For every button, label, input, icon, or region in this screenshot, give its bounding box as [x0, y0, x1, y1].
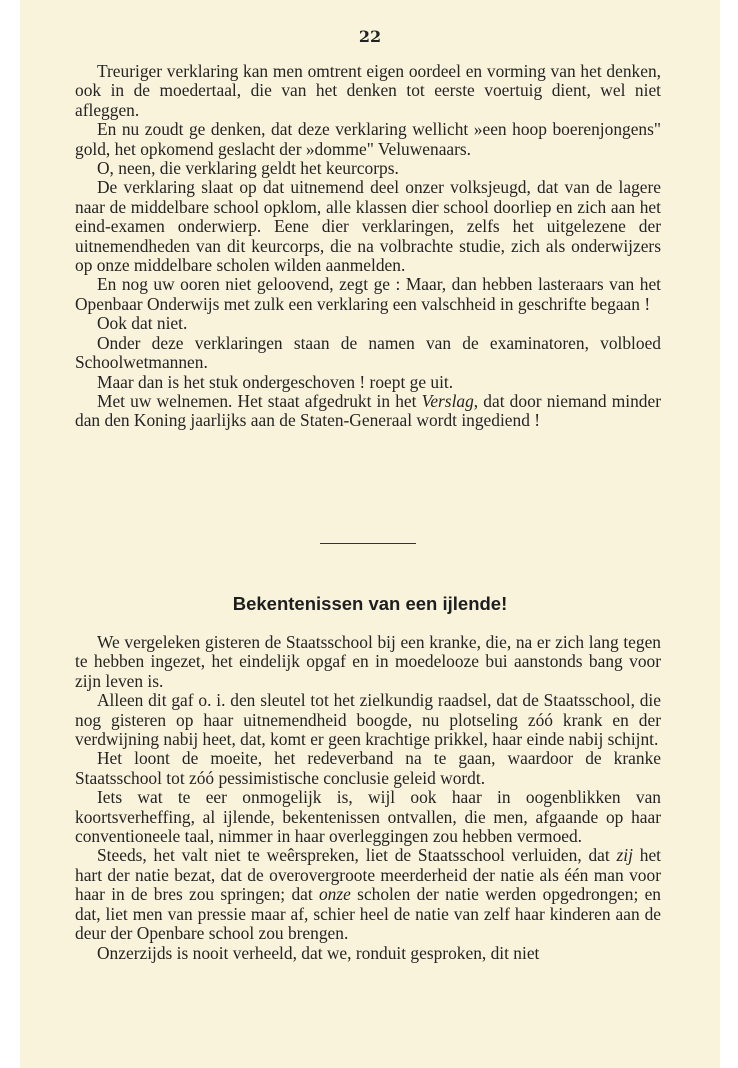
paragraph-text: Steeds, het valt niet te weêrspreken, liet de Staatsschool verluiden, dat — [97, 845, 617, 866]
book-page — [20, 0, 720, 1068]
section-title: Bekentenissen van een ijlende! — [232, 593, 508, 614]
italic-word: onze — [318, 884, 351, 905]
italic-word: zij — [616, 845, 633, 866]
paragraph: O, neen, die verklaring geldt het keurcorps. — [97, 158, 399, 179]
paragraph-text: Met uw welnemen. Het staat afgedrukt in het — [97, 390, 422, 411]
paragraph: Ook dat niet. — [97, 313, 188, 334]
page-number: 22 — [358, 27, 382, 46]
paragraph: We vergeleken gisteren de Staatsschool bij een kranke, die, na er zich lang tegen te hebben ingezet, het eindelijk opgaf en in moedelooze bui aanstonds bang voor zijn leven is. — [75, 632, 661, 691]
paragraph: Iets wat te eer onmogelijk is, wijl ook haar in oogenblikken van koortsverheffing, al ijlende, bekentenissen ontvallen, die men, afgaande op haar conventioneele taal, nimmer in haar overleggingen zou hebben vermoed. — [75, 787, 661, 847]
paragraph — [75, 846, 661, 943]
section-divider — [320, 543, 416, 544]
paragraph — [75, 392, 661, 431]
paragraph: Alleen dit gaf o. i. den sleutel tot het zielkundig raadsel, dat de Staatsschool, die nog gisteren op haar uitnemendheid boogde, nu plotseling zóó krank en der verdwijning nabij heet, dat, komt er geen krachtige prikkel, haar einde nabij schijnt. — [75, 690, 661, 750]
section-1-text — [75, 62, 661, 431]
paragraph: Het loont de moeite, het redeverband na te gaan, waardoor de kranke Staatsschool tot zóó pessimistische conclusie geleid wordt. — [75, 748, 661, 788]
section-2-text — [75, 633, 661, 963]
italic-title-verslag: Verslag — [421, 390, 474, 411]
paragraph: Treuriger verklaring kan men omtrent eigen oordeel en vorming van het denken, ook in de moedertaal, die van het denken tot eerste voertuig dient, wel niet afleggen. — [75, 61, 661, 120]
paragraph: De verklaring slaat op dat uitnemend deel onzer volksjeugd, dat van de lagere naar de middelbare school opklom, alle klassen dier school doorliep en zich aan het eind-examen onderwierp. Eene dier verklaringen, zelfs het uitgelezene der uitnemendheden van dit keurcorps, die na volbrachte studie, zich als onderwijzers op onze middelbare scholen wilden aanmelden. — [75, 177, 661, 276]
paragraph-text: scholen der natie werden opgedrongen; en dat, liet men van pressie maar af, schier heel de natie van zelf haar kinderen aan de deur der Openbare school zou brengen. — [75, 884, 661, 944]
paragraph: Onder deze verklaringen staan de namen van de examinatoren, volbloed Schoolwetmannen. — [75, 332, 661, 373]
paragraph: Maar dan is het stuk ondergeschoven ! roept ge uit. — [97, 371, 454, 392]
paragraph: Onzerzijds is nooit verheeld, dat we, ronduit gesproken, dit niet — [97, 942, 540, 963]
paragraph-text: het hart der natie bezat, dat de overovergroote meerderheid der natie als één man voor haar in de bres zou springen; dat — [75, 845, 661, 905]
paragraph: En nu zoudt ge denken, dat deze verklaring wellicht »een hoop boerenjongens" gold, het opkomend geslacht der »domme" Veluwenaars. — [75, 119, 661, 159]
paragraph: En nog uw ooren niet geloovend, zegt ge : Maar, dan hebben lasteraars van het Openbaar Onderwijs met zulk een verklaring een valschheid in geschrifte begaan ! — [75, 274, 661, 314]
paragraph-text: , dat door niemand minder dan den Koning jaarlijks aan de Staten-Generaal wordt ingediend ! — [75, 390, 661, 431]
